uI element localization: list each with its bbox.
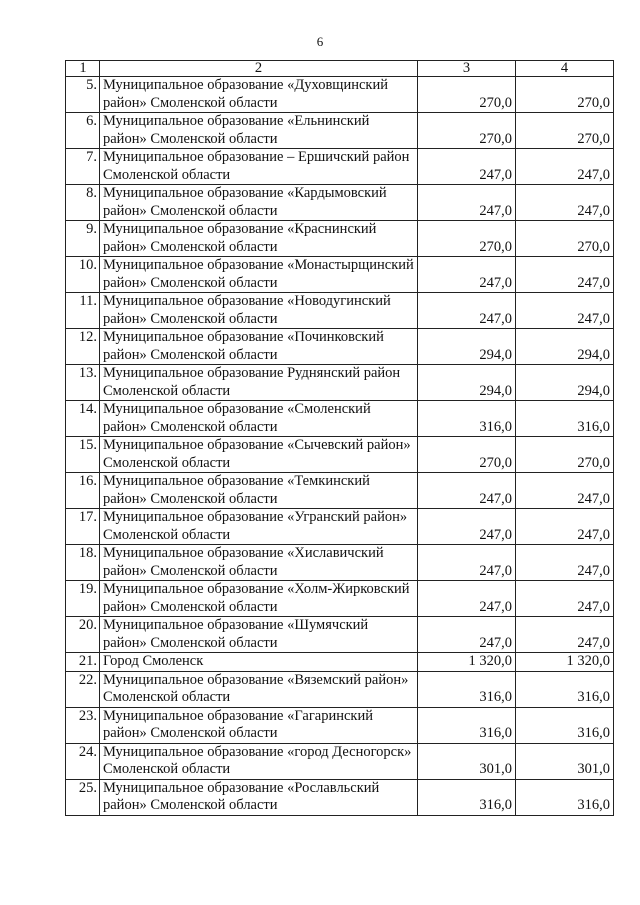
table-row <box>66 437 614 473</box>
table-row <box>66 293 614 329</box>
row-number: 16. <box>66 473 100 509</box>
table-row <box>66 743 614 779</box>
value-col-3: 247,0 <box>418 545 516 581</box>
municipality-name: Муниципальное образование «Темкинский район» Смоленской области <box>100 473 418 509</box>
municipality-name: Муниципальное образование «Вяземский район» Смоленской области <box>100 671 418 707</box>
table-row <box>66 617 614 653</box>
row-number: 23. <box>66 707 100 743</box>
value-col-3: 247,0 <box>418 473 516 509</box>
page-number: 6 <box>316 34 324 49</box>
municipality-name: Муниципальное образование Руднянский район Смоленской области <box>100 365 418 401</box>
table-row <box>66 221 614 257</box>
table-row <box>66 365 614 401</box>
municipality-name: Город Смоленск <box>100 653 418 672</box>
municipality-name: Муниципальное образование – Ершичский район Смоленской области <box>100 149 418 185</box>
value-col-3: 294,0 <box>418 365 516 401</box>
row-number: 8. <box>66 185 100 221</box>
value-col-4: 270,0 <box>516 437 614 473</box>
municipality-name: Муниципальное образование «город Десногорск» Смоленской области <box>100 743 418 779</box>
value-col-3: 270,0 <box>418 113 516 149</box>
table-row <box>66 473 614 509</box>
municipality-name: Муниципальное образование «Рославльский район» Смоленской области <box>100 779 418 815</box>
header-col-1: 1 <box>66 61 100 77</box>
municipality-name: Муниципальное образование «Хиславичский район» Смоленской области <box>100 545 418 581</box>
row-number: 22. <box>66 671 100 707</box>
row-number: 9. <box>66 221 100 257</box>
header-col-2: 2 <box>100 61 418 77</box>
municipality-name: Муниципальное образование «Краснинский район» Смоленской области <box>100 221 418 257</box>
value-col-3: 247,0 <box>418 293 516 329</box>
row-number: 18. <box>66 545 100 581</box>
table-row <box>66 77 614 113</box>
value-col-4: 316,0 <box>516 671 614 707</box>
value-col-3: 247,0 <box>418 509 516 545</box>
municipality-name: Муниципальное образование «Духовщинский район» Смоленской области <box>100 77 418 113</box>
value-col-3: 294,0 <box>418 329 516 365</box>
value-col-4: 270,0 <box>516 221 614 257</box>
value-col-4: 294,0 <box>516 329 614 365</box>
municipality-name: Муниципальное образование «Сычевский район» Смоленской области <box>100 437 418 473</box>
value-col-3: 270,0 <box>418 437 516 473</box>
value-col-3: 270,0 <box>418 77 516 113</box>
row-number: 15. <box>66 437 100 473</box>
value-col-3: 301,0 <box>418 743 516 779</box>
value-col-3: 316,0 <box>418 707 516 743</box>
value-col-4: 316,0 <box>516 401 614 437</box>
table-row <box>66 545 614 581</box>
value-col-3: 247,0 <box>418 185 516 221</box>
value-col-3: 316,0 <box>418 671 516 707</box>
row-number: 10. <box>66 257 100 293</box>
value-col-3: 1 320,0 <box>418 653 516 672</box>
row-number: 24. <box>66 743 100 779</box>
value-col-4: 247,0 <box>516 149 614 185</box>
table-row <box>66 581 614 617</box>
row-number: 14. <box>66 401 100 437</box>
table-row <box>66 653 614 672</box>
value-col-3: 247,0 <box>418 581 516 617</box>
value-col-4: 247,0 <box>516 509 614 545</box>
table-row <box>66 257 614 293</box>
row-number: 25. <box>66 779 100 815</box>
row-number: 20. <box>66 617 100 653</box>
value-col-4: 316,0 <box>516 707 614 743</box>
value-col-4: 301,0 <box>516 743 614 779</box>
municipality-name: Муниципальное образование «Новодугинский район» Смоленской области <box>100 293 418 329</box>
municipality-name: Муниципальное образование «Кардымовский район» Смоленской области <box>100 185 418 221</box>
row-number: 11. <box>66 293 100 329</box>
value-col-4: 247,0 <box>516 257 614 293</box>
value-col-3: 247,0 <box>418 617 516 653</box>
value-col-3: 270,0 <box>418 221 516 257</box>
municipality-name: Муниципальное образование «Шумячский район» Смоленской области <box>100 617 418 653</box>
municipality-name: Муниципальное образование «Угранский район» Смоленской области <box>100 509 418 545</box>
table-row <box>66 113 614 149</box>
table-header-row <box>66 61 614 77</box>
value-col-4: 270,0 <box>516 113 614 149</box>
table-row <box>66 149 614 185</box>
allocation-table <box>65 60 614 816</box>
municipality-name: Муниципальное образование «Монастырщинский район» Смоленской области <box>100 257 418 293</box>
municipality-name: Муниципальное образование «Ельнинский район» Смоленской области <box>100 113 418 149</box>
row-number: 5. <box>66 77 100 113</box>
header-col-3: 3 <box>418 61 516 77</box>
table-row <box>66 401 614 437</box>
value-col-3: 316,0 <box>418 779 516 815</box>
value-col-4: 247,0 <box>516 545 614 581</box>
value-col-4: 270,0 <box>516 77 614 113</box>
table-row <box>66 509 614 545</box>
row-number: 12. <box>66 329 100 365</box>
value-col-4: 247,0 <box>516 617 614 653</box>
row-number: 21. <box>66 653 100 672</box>
value-col-3: 247,0 <box>418 257 516 293</box>
value-col-4: 1 320,0 <box>516 653 614 672</box>
table-row <box>66 779 614 815</box>
value-col-4: 247,0 <box>516 581 614 617</box>
value-col-4: 247,0 <box>516 293 614 329</box>
header-col-4: 4 <box>516 61 614 77</box>
value-col-3: 247,0 <box>418 149 516 185</box>
value-col-4: 247,0 <box>516 185 614 221</box>
row-number: 7. <box>66 149 100 185</box>
table-row <box>66 185 614 221</box>
table-row <box>66 707 614 743</box>
value-col-4: 247,0 <box>516 473 614 509</box>
municipality-name: Муниципальное образование «Холм-Жирковский район» Смоленской области <box>100 581 418 617</box>
row-number: 19. <box>66 581 100 617</box>
municipality-name: Муниципальное образование «Починковский район» Смоленской области <box>100 329 418 365</box>
row-number: 6. <box>66 113 100 149</box>
table-row <box>66 329 614 365</box>
row-number: 13. <box>66 365 100 401</box>
value-col-4: 294,0 <box>516 365 614 401</box>
municipality-name: Муниципальное образование «Гагаринский район» Смоленской области <box>100 707 418 743</box>
value-col-3: 316,0 <box>418 401 516 437</box>
municipality-name: Муниципальное образование «Смоленский район» Смоленской области <box>100 401 418 437</box>
row-number: 17. <box>66 509 100 545</box>
table-row <box>66 671 614 707</box>
value-col-4: 316,0 <box>516 779 614 815</box>
